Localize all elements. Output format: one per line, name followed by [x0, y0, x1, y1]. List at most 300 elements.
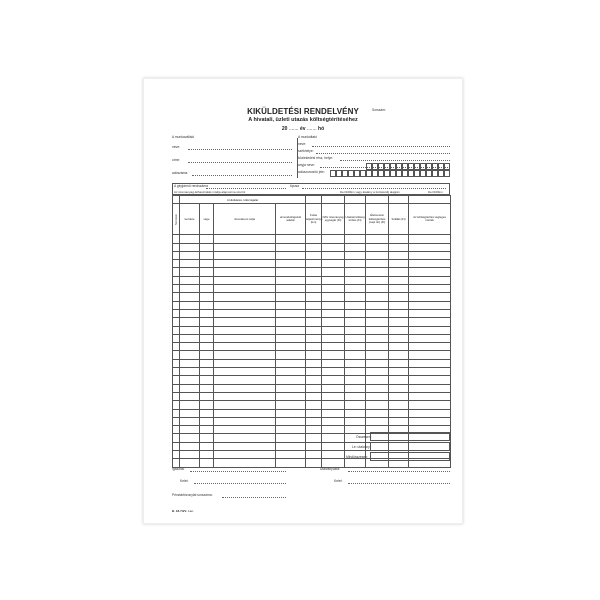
table-cell[interactable]	[306, 260, 322, 268]
table-cell[interactable]	[173, 251, 180, 259]
table-cell[interactable]	[173, 276, 180, 284]
table-cell[interactable]	[276, 442, 306, 450]
table-cell[interactable]	[322, 268, 345, 276]
table-cell[interactable]	[214, 309, 276, 317]
table-cell[interactable]	[345, 301, 366, 309]
table-cell[interactable]	[366, 251, 389, 259]
table-cell[interactable]	[173, 326, 180, 334]
table-cell[interactable]	[389, 318, 409, 326]
table-cell[interactable]	[389, 293, 409, 301]
table-cell[interactable]	[276, 301, 306, 309]
table-cell[interactable]	[276, 392, 306, 400]
table-cell[interactable]	[306, 293, 322, 301]
table-cell[interactable]	[306, 343, 322, 351]
table-cell[interactable]	[200, 251, 214, 259]
table-cell[interactable]	[200, 368, 214, 376]
table-cell[interactable]	[322, 276, 345, 284]
table-cell[interactable]	[409, 318, 451, 326]
table-cell[interactable]	[180, 409, 200, 417]
table-cell[interactable]	[345, 392, 366, 400]
table-cell[interactable]	[276, 260, 306, 268]
table-cell[interactable]	[180, 318, 200, 326]
table-cell[interactable]	[306, 326, 322, 334]
table-cell[interactable]	[214, 359, 276, 367]
table-cell[interactable]	[276, 359, 306, 367]
table-cell[interactable]	[180, 417, 200, 425]
table-cell[interactable]	[214, 243, 276, 251]
table-cell[interactable]	[200, 459, 214, 467]
table-cell[interactable]	[173, 268, 180, 276]
table-cell[interactable]	[306, 334, 322, 342]
table-cell[interactable]	[200, 351, 214, 359]
table-cell[interactable]	[173, 351, 180, 359]
table-cell[interactable]	[200, 301, 214, 309]
table-cell[interactable]	[180, 268, 200, 276]
table-cell[interactable]	[389, 326, 409, 334]
table-cell[interactable]	[180, 251, 200, 259]
table-cell[interactable]	[409, 326, 451, 334]
table-cell[interactable]	[345, 235, 366, 243]
table-cell[interactable]	[409, 276, 451, 284]
table-cell[interactable]	[214, 326, 276, 334]
table-cell[interactable]	[173, 442, 180, 450]
table-cell[interactable]	[214, 334, 276, 342]
car-type-line[interactable]	[302, 188, 446, 189]
table-cell[interactable]	[366, 268, 389, 276]
employee-address-line[interactable]	[188, 162, 292, 163]
table-cell[interactable]	[214, 251, 276, 259]
table-cell[interactable]	[173, 343, 180, 351]
table-cell[interactable]	[345, 318, 366, 326]
table-cell[interactable]	[366, 276, 389, 284]
table-cell[interactable]	[214, 343, 276, 351]
table-cell[interactable]	[200, 309, 214, 317]
table-cell[interactable]	[345, 384, 366, 392]
table-cell[interactable]	[200, 417, 214, 425]
table-cell[interactable]	[173, 376, 180, 384]
table-cell[interactable]	[180, 451, 200, 459]
table-cell[interactable]	[200, 285, 214, 293]
table-cell[interactable]	[200, 376, 214, 384]
table-cell[interactable]	[306, 276, 322, 284]
table-cell[interactable]	[276, 401, 306, 409]
table-cell[interactable]	[214, 459, 276, 467]
table-cell[interactable]	[306, 384, 322, 392]
table-cell[interactable]	[345, 251, 366, 259]
authorized-line[interactable]	[348, 471, 450, 472]
table-cell[interactable]	[180, 442, 200, 450]
table-cell[interactable]	[366, 309, 389, 317]
table-cell[interactable]	[180, 376, 200, 384]
table-cell[interactable]	[306, 285, 322, 293]
table-cell[interactable]	[276, 235, 306, 243]
table-cell[interactable]	[345, 285, 366, 293]
table-cell[interactable]	[366, 376, 389, 384]
table-cell[interactable]	[276, 376, 306, 384]
table-cell[interactable]	[214, 318, 276, 326]
table-cell[interactable]	[200, 434, 214, 442]
table-cell[interactable]	[389, 368, 409, 376]
table-cell[interactable]	[214, 368, 276, 376]
table-cell[interactable]	[409, 334, 451, 342]
table-cell[interactable]	[200, 401, 214, 409]
table-cell[interactable]	[200, 235, 214, 243]
table-cell[interactable]	[276, 451, 306, 459]
table-cell[interactable]	[180, 343, 200, 351]
table-cell[interactable]	[322, 343, 345, 351]
date-line-1[interactable]	[194, 483, 286, 484]
table-cell[interactable]	[345, 426, 366, 434]
table-cell[interactable]	[180, 401, 200, 409]
table-cell[interactable]	[276, 285, 306, 293]
table-cell[interactable]	[306, 301, 322, 309]
table-cell[interactable]	[200, 442, 214, 450]
table-cell[interactable]	[306, 235, 322, 243]
digit-box[interactable]	[444, 170, 450, 177]
table-cell[interactable]	[180, 276, 200, 284]
table-cell[interactable]	[276, 276, 306, 284]
table-cell[interactable]	[345, 459, 366, 467]
table-cell[interactable]	[345, 276, 366, 284]
table-cell[interactable]	[409, 251, 451, 259]
table-cell[interactable]	[276, 326, 306, 334]
cash-voucher-line[interactable]	[222, 497, 286, 498]
table-cell[interactable]	[409, 409, 451, 417]
table-cell[interactable]	[214, 426, 276, 434]
table-cell[interactable]	[409, 392, 451, 400]
table-cell[interactable]	[322, 459, 345, 467]
table-cell[interactable]	[276, 334, 306, 342]
table-cell[interactable]	[306, 409, 322, 417]
table-cell[interactable]	[345, 334, 366, 342]
table-cell[interactable]	[276, 251, 306, 259]
table-cell[interactable]	[180, 326, 200, 334]
table-cell[interactable]	[345, 351, 366, 359]
table-cell[interactable]	[322, 235, 345, 243]
table-cell[interactable]	[389, 285, 409, 293]
table-cell[interactable]	[322, 301, 345, 309]
table-cell[interactable]	[345, 293, 366, 301]
table-cell[interactable]	[389, 260, 409, 268]
table-cell[interactable]	[214, 384, 276, 392]
table-cell[interactable]	[214, 351, 276, 359]
table-cell[interactable]	[366, 384, 389, 392]
table-cell[interactable]	[345, 376, 366, 384]
table-cell[interactable]	[276, 417, 306, 425]
transport-line[interactable]	[340, 160, 450, 161]
table-cell[interactable]	[322, 334, 345, 342]
table-cell[interactable]	[180, 351, 200, 359]
table-cell[interactable]	[306, 318, 322, 326]
table-cell[interactable]	[180, 243, 200, 251]
table-cell[interactable]	[180, 459, 200, 467]
table-cell[interactable]	[322, 442, 345, 450]
table-cell[interactable]	[276, 426, 306, 434]
table-cell[interactable]	[389, 251, 409, 259]
table-cell[interactable]	[389, 268, 409, 276]
table-cell[interactable]	[200, 451, 214, 459]
table-cell[interactable]	[409, 235, 451, 243]
table-cell[interactable]	[276, 368, 306, 376]
table-cell[interactable]	[200, 384, 214, 392]
table-cell[interactable]	[389, 359, 409, 367]
employee-name-line[interactable]	[188, 149, 292, 150]
table-cell[interactable]	[173, 334, 180, 342]
table-cell[interactable]	[409, 285, 451, 293]
table-cell[interactable]	[409, 368, 451, 376]
table-cell[interactable]	[389, 409, 409, 417]
table-cell[interactable]	[306, 426, 322, 434]
table-cell[interactable]	[322, 451, 345, 459]
table-cell[interactable]	[180, 359, 200, 367]
table-cell[interactable]	[322, 384, 345, 392]
table-cell[interactable]	[306, 392, 322, 400]
table-cell[interactable]	[366, 359, 389, 367]
table-cell[interactable]	[306, 459, 322, 467]
table-cell[interactable]	[180, 260, 200, 268]
table-cell[interactable]	[366, 343, 389, 351]
table-cell[interactable]	[306, 368, 322, 376]
table-cell[interactable]	[409, 376, 451, 384]
table-cell[interactable]	[345, 243, 366, 251]
table-cell[interactable]	[200, 243, 214, 251]
table-cell[interactable]	[173, 459, 180, 467]
table-cell[interactable]	[389, 392, 409, 400]
table-cell[interactable]	[389, 417, 409, 425]
table-cell[interactable]	[389, 384, 409, 392]
table-cell[interactable]	[322, 434, 345, 442]
table-cell[interactable]	[322, 351, 345, 359]
table-cell[interactable]	[345, 260, 366, 268]
employer-seat-line[interactable]	[316, 153, 450, 154]
table-cell[interactable]	[366, 301, 389, 309]
table-cell[interactable]	[200, 293, 214, 301]
table-cell[interactable]	[322, 409, 345, 417]
table-cell[interactable]	[214, 268, 276, 276]
table-cell[interactable]	[322, 359, 345, 367]
table-cell[interactable]	[322, 368, 345, 376]
table-cell[interactable]	[366, 368, 389, 376]
table-cell[interactable]	[173, 235, 180, 243]
total-box[interactable]	[370, 432, 450, 441]
table-cell[interactable]	[214, 376, 276, 384]
table-cell[interactable]	[389, 309, 409, 317]
table-cell[interactable]	[180, 392, 200, 400]
table-cell[interactable]	[409, 351, 451, 359]
table-cell[interactable]	[214, 442, 276, 450]
table-cell[interactable]	[345, 359, 366, 367]
table-cell[interactable]	[389, 235, 409, 243]
table-cell[interactable]	[409, 359, 451, 367]
table-cell[interactable]	[366, 334, 389, 342]
table-cell[interactable]	[200, 318, 214, 326]
table-cell[interactable]	[200, 334, 214, 342]
table-cell[interactable]	[389, 401, 409, 409]
table-cell[interactable]	[180, 434, 200, 442]
employer-name-line[interactable]	[312, 146, 450, 147]
table-cell[interactable]	[180, 309, 200, 317]
table-cell[interactable]	[366, 260, 389, 268]
table-cell[interactable]	[173, 301, 180, 309]
table-cell[interactable]	[322, 392, 345, 400]
table-cell[interactable]	[200, 426, 214, 434]
table-cell[interactable]	[366, 318, 389, 326]
table-cell[interactable]	[173, 309, 180, 317]
table-cell[interactable]	[214, 417, 276, 425]
table-cell[interactable]	[200, 392, 214, 400]
table-cell[interactable]	[200, 268, 214, 276]
digit-box[interactable]	[444, 163, 450, 170]
table-cell[interactable]	[366, 417, 389, 425]
table-cell[interactable]	[322, 243, 345, 251]
table-cell[interactable]	[173, 368, 180, 376]
table-cell[interactable]	[409, 260, 451, 268]
table-cell[interactable]	[214, 434, 276, 442]
table-cell[interactable]	[180, 235, 200, 243]
table-cell[interactable]	[306, 251, 322, 259]
table-cell[interactable]	[180, 384, 200, 392]
table-cell[interactable]	[180, 293, 200, 301]
table-cell[interactable]	[389, 351, 409, 359]
table-cell[interactable]	[214, 301, 276, 309]
table-cell[interactable]	[366, 285, 389, 293]
table-cell[interactable]	[200, 276, 214, 284]
table-cell[interactable]	[322, 417, 345, 425]
table-cell[interactable]	[276, 409, 306, 417]
table-cell[interactable]	[173, 359, 180, 367]
table-cell[interactable]	[173, 417, 180, 425]
table-cell[interactable]	[173, 285, 180, 293]
table-cell[interactable]	[214, 235, 276, 243]
table-cell[interactable]	[322, 260, 345, 268]
voucher-box[interactable]	[370, 442, 450, 451]
table-cell[interactable]	[322, 376, 345, 384]
table-cell[interactable]	[276, 459, 306, 467]
table-cell[interactable]	[366, 243, 389, 251]
table-cell[interactable]	[214, 285, 276, 293]
table-cell[interactable]	[306, 359, 322, 367]
grand-total-box[interactable]	[370, 452, 450, 461]
table-cell[interactable]	[173, 392, 180, 400]
table-cell[interactable]	[345, 268, 366, 276]
table-cell[interactable]	[409, 417, 451, 425]
table-cell[interactable]	[200, 260, 214, 268]
table-cell[interactable]	[409, 268, 451, 276]
table-cell[interactable]	[173, 409, 180, 417]
table-cell[interactable]	[409, 301, 451, 309]
table-cell[interactable]	[322, 426, 345, 434]
table-cell[interactable]	[173, 293, 180, 301]
table-cell[interactable]	[389, 276, 409, 284]
table-cell[interactable]	[322, 318, 345, 326]
date-line-2[interactable]	[348, 483, 450, 484]
table-cell[interactable]	[345, 343, 366, 351]
table-cell[interactable]	[180, 368, 200, 376]
table-cell[interactable]	[214, 260, 276, 268]
table-cell[interactable]	[306, 434, 322, 442]
table-cell[interactable]	[409, 243, 451, 251]
table-cell[interactable]	[306, 351, 322, 359]
table-cell[interactable]	[214, 409, 276, 417]
table-cell[interactable]	[366, 392, 389, 400]
table-cell[interactable]	[306, 451, 322, 459]
table-cell[interactable]	[366, 326, 389, 334]
car-plate-line[interactable]	[206, 188, 286, 189]
table-cell[interactable]	[366, 401, 389, 409]
table-cell[interactable]	[409, 309, 451, 317]
table-cell[interactable]	[409, 401, 451, 409]
table-cell[interactable]	[389, 243, 409, 251]
table-cell[interactable]	[306, 268, 322, 276]
table-cell[interactable]	[345, 368, 366, 376]
table-cell[interactable]	[306, 376, 322, 384]
table-cell[interactable]	[214, 276, 276, 284]
table-cell[interactable]	[322, 309, 345, 317]
table-cell[interactable]	[214, 293, 276, 301]
table-cell[interactable]	[322, 401, 345, 409]
table-cell[interactable]	[200, 409, 214, 417]
table-cell[interactable]	[276, 268, 306, 276]
table-cell[interactable]	[306, 243, 322, 251]
table-cell[interactable]	[306, 401, 322, 409]
table-cell[interactable]	[173, 318, 180, 326]
table-cell[interactable]	[366, 409, 389, 417]
table-cell[interactable]	[276, 384, 306, 392]
table-cell[interactable]	[366, 293, 389, 301]
table-cell[interactable]	[345, 309, 366, 317]
table-cell[interactable]	[276, 309, 306, 317]
table-cell[interactable]	[276, 293, 306, 301]
table-cell[interactable]	[389, 343, 409, 351]
table-cell[interactable]	[200, 359, 214, 367]
table-cell[interactable]	[276, 318, 306, 326]
table-cell[interactable]	[345, 326, 366, 334]
table-cell[interactable]	[322, 293, 345, 301]
table-cell[interactable]	[276, 434, 306, 442]
table-cell[interactable]	[180, 334, 200, 342]
certified-line[interactable]	[190, 471, 286, 472]
table-cell[interactable]	[345, 417, 366, 425]
table-cell[interactable]	[306, 417, 322, 425]
employee-tax-line[interactable]	[192, 175, 292, 176]
table-cell[interactable]	[409, 384, 451, 392]
table-cell[interactable]	[276, 343, 306, 351]
table-cell[interactable]	[306, 309, 322, 317]
table-cell[interactable]	[345, 409, 366, 417]
table-cell[interactable]	[200, 343, 214, 351]
table-cell[interactable]	[180, 426, 200, 434]
table-cell[interactable]	[276, 351, 306, 359]
table-cell[interactable]	[389, 334, 409, 342]
table-cell[interactable]	[366, 235, 389, 243]
table-cell[interactable]	[322, 326, 345, 334]
table-cell[interactable]	[173, 384, 180, 392]
table-cell[interactable]	[389, 376, 409, 384]
table-cell[interactable]	[173, 260, 180, 268]
table-cell[interactable]	[276, 243, 306, 251]
table-cell[interactable]	[214, 401, 276, 409]
table-cell[interactable]	[322, 251, 345, 259]
table-cell[interactable]	[180, 301, 200, 309]
table-cell[interactable]	[173, 243, 180, 251]
table-cell[interactable]	[409, 293, 451, 301]
table-cell[interactable]	[173, 401, 180, 409]
table-cell[interactable]	[409, 343, 451, 351]
table-cell[interactable]	[345, 401, 366, 409]
table-cell[interactable]	[173, 451, 180, 459]
table-cell[interactable]	[180, 285, 200, 293]
table-cell[interactable]	[200, 326, 214, 334]
